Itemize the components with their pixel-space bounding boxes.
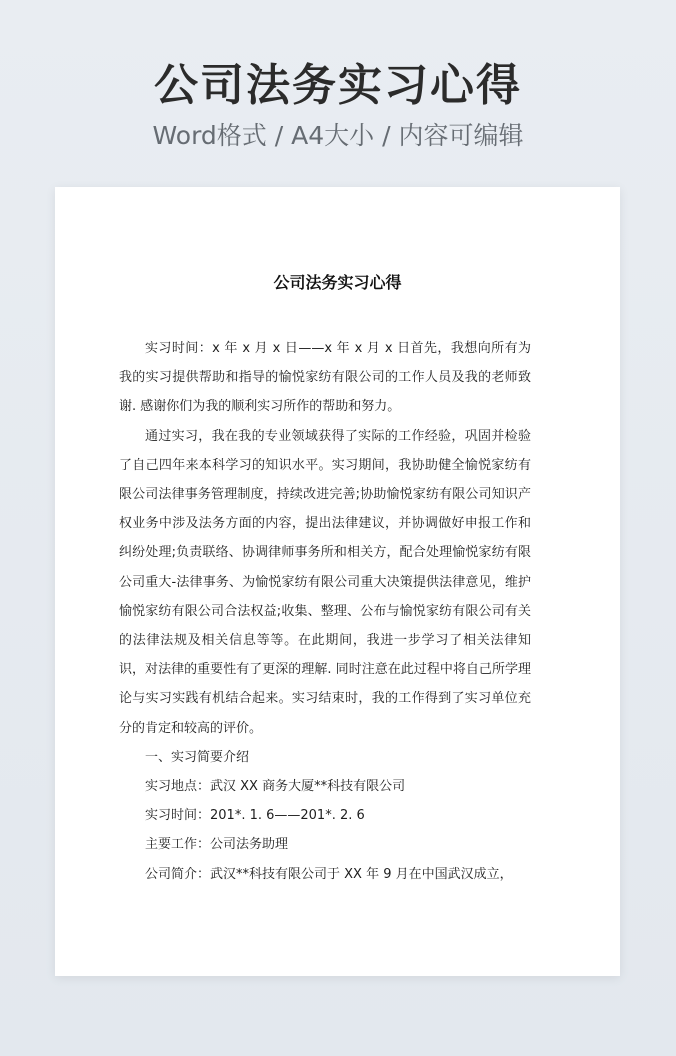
- header-banner: [0, 0, 676, 186]
- document-title: 公司法务实习心得: [273, 273, 402, 292]
- document-page: [55, 187, 620, 976]
- internship-time: 实习时间：201*. 1. 6——201*. 2. 6: [145, 808, 365, 824]
- main-work: 主要工作：公司法务助理: [145, 837, 289, 853]
- paragraph-experience: 通过实习，我在我的专业领域获得了实际的工作经验，巩固并检验了自己四年来本科学习的知识水平。实习期间，我协助健全愉悦家纺有限公司法律事务管理制度，持续改进完善;协助愉悦家纺有限公司知识产权业务中涉及法务方面的内容，提出法律建议，并协调做好申报工作和纠纷处理;负责联络、协调律师事务所和相关方，配合处理愉悦家纺有限公司重大-法律事务、为愉悦家纺有限公司重大决策提供法律意见，维护愉悦家纺有限公司合法权益;收集、整理、公布与愉悦家纺有限公司有关的法律法规及相关信息等等。在此期间，我进一步学习了相关法律知识，对法律的重要性有了更深的理解. 同时注意在此过程中将自己所学理论与实习实践有机结合起来。实习结束时，我的工作得到了实习单位充分的肯定和较高的评价。: [119, 428, 531, 736]
- document-body: [119, 334, 531, 889]
- company-introduction: 公司简介：武汉**科技有限公司于 XX 年 9 月在中国武汉成立，: [145, 866, 513, 882]
- internship-location: 实习地点：武汉 XX 商务大厦**科技有限公司: [145, 779, 406, 795]
- banner-title: 公司法务实习心得: [154, 60, 522, 111]
- section-heading: 一、实习简要介绍: [145, 749, 250, 765]
- paragraph-intro: 实习时间：x 年 x 月 x 日——x 年 x 月 x 日首先，我想向所有为我的实习提供帮助和指导的愉悦家纺有限公司的工作人员及我的老师致谢. 感谢你们为我的顺利实习所作的帮助和努力。: [119, 341, 531, 415]
- banner-subtitle: Word格式 / A4大小 / 内容可编辑: [152, 121, 524, 150]
